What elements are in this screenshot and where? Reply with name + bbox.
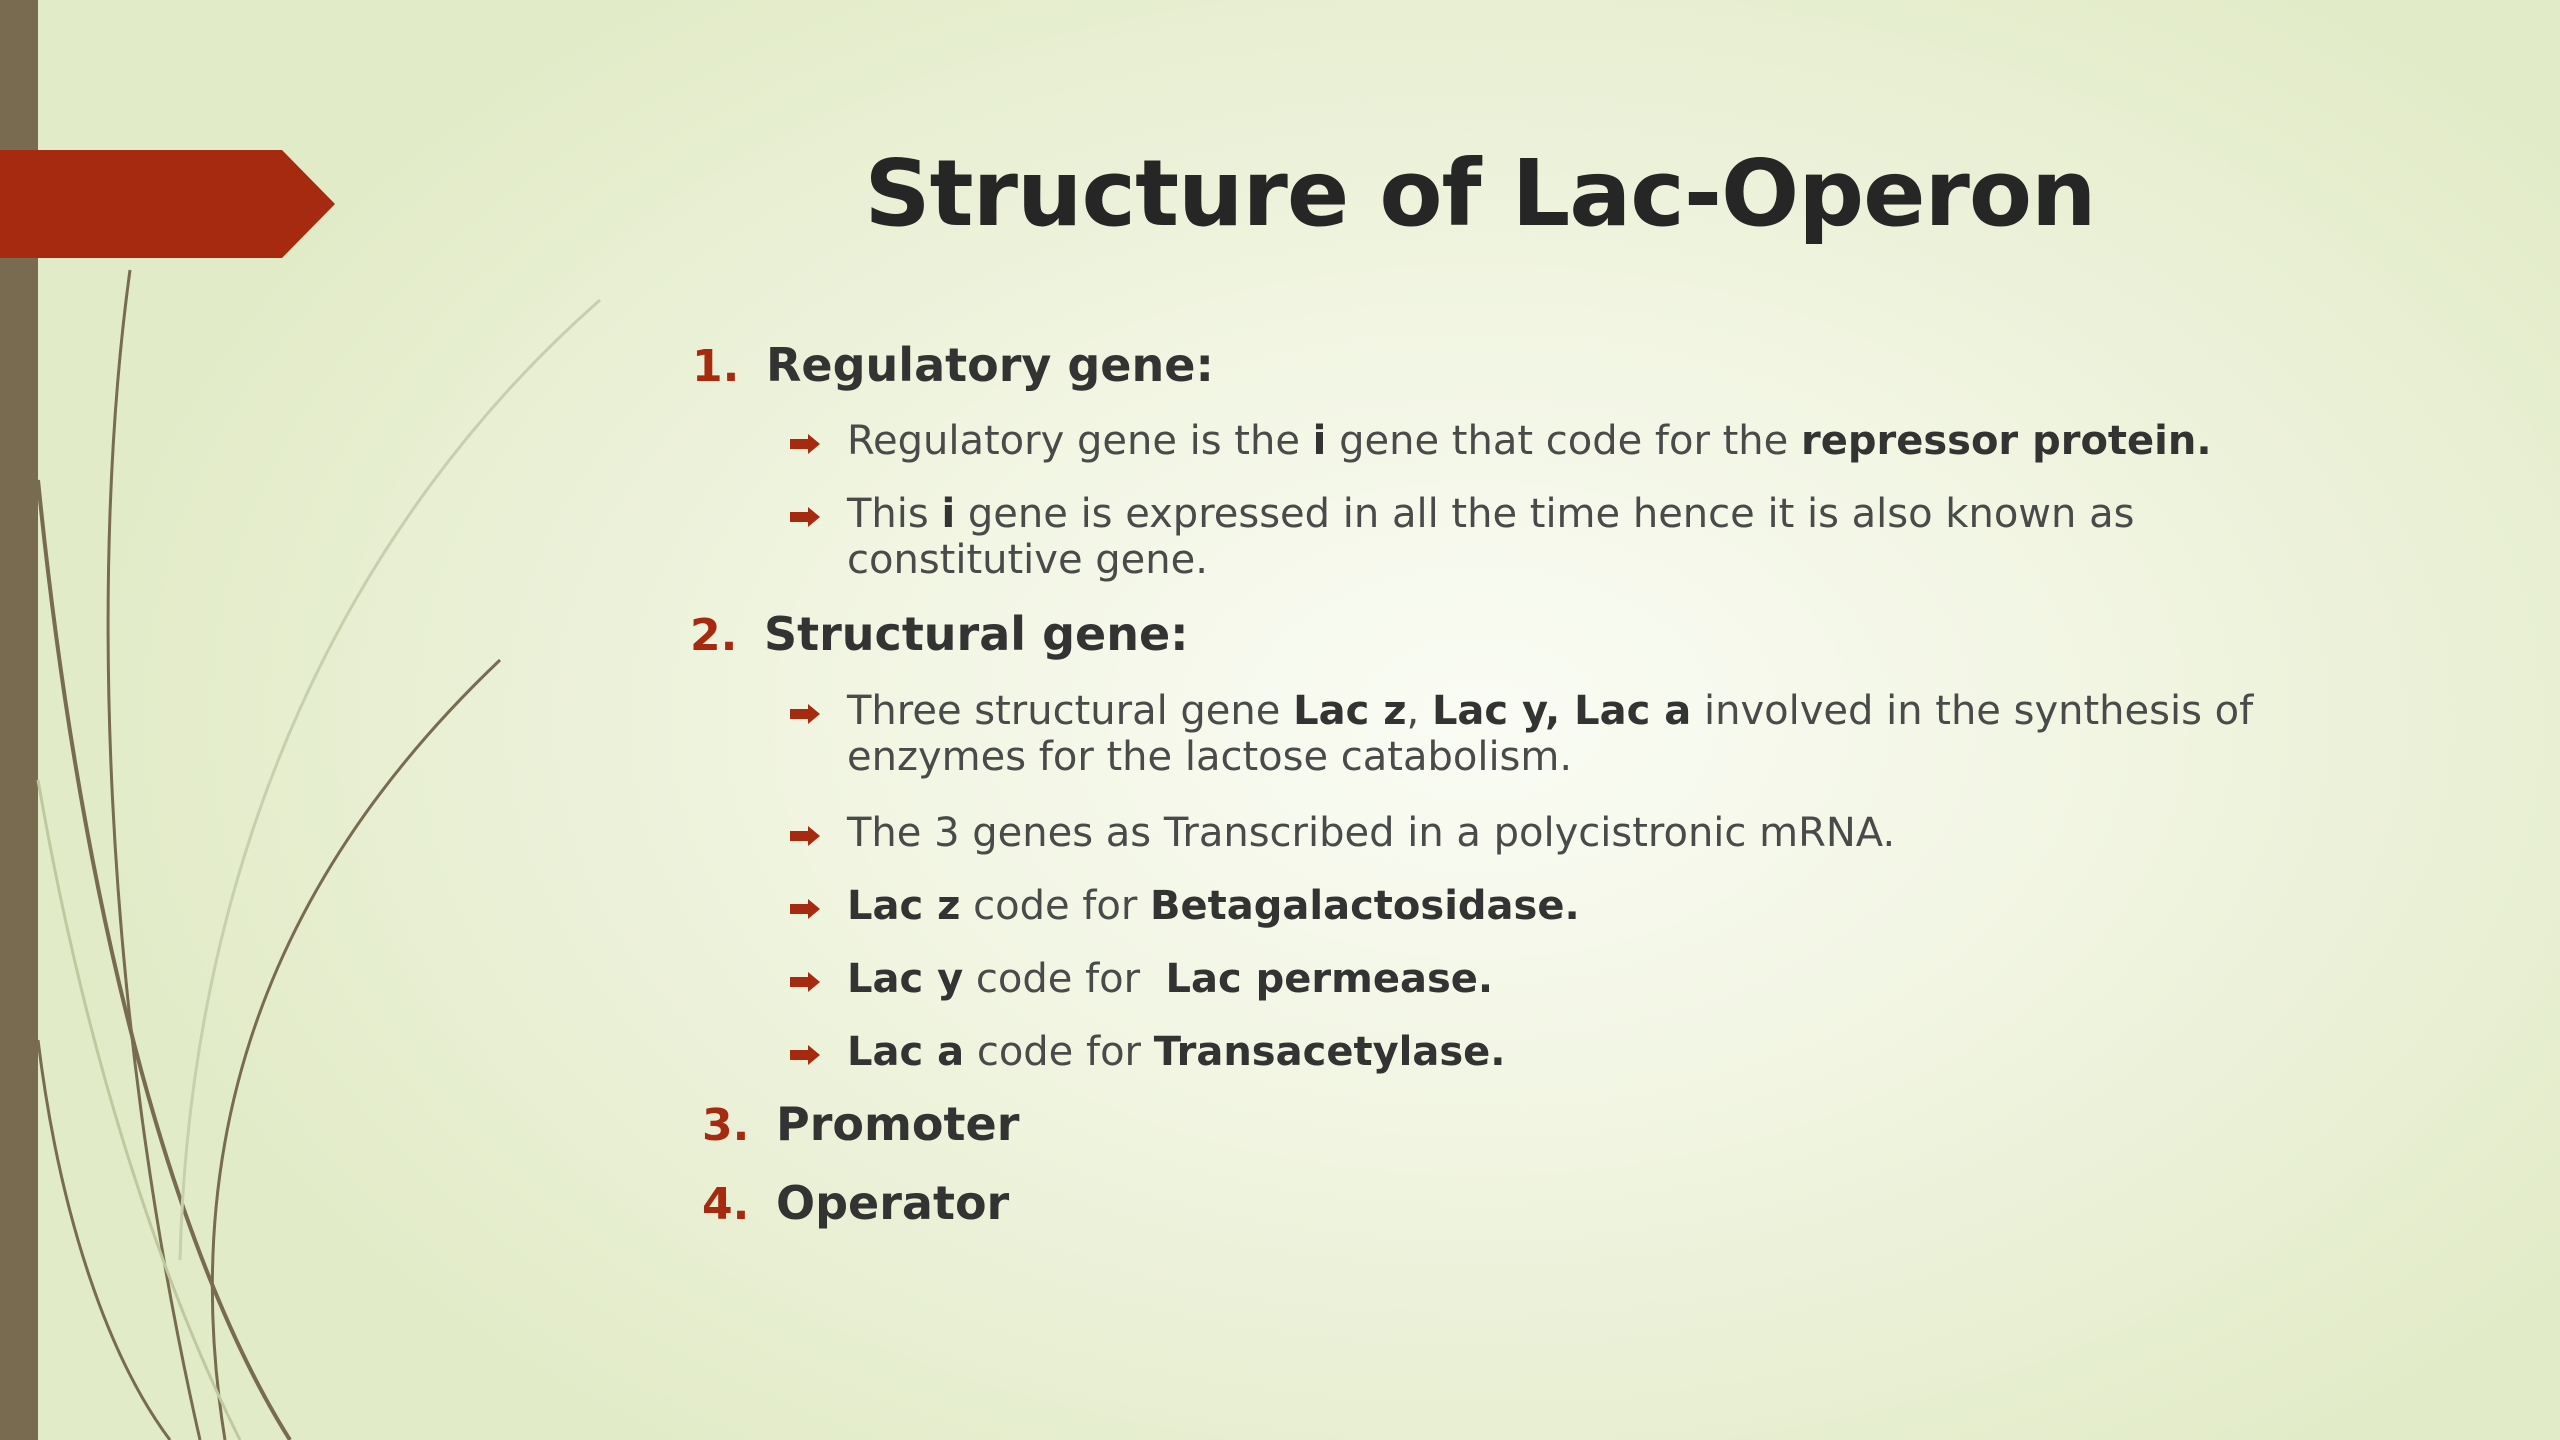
bullet-text: The 3 genes as Transcribed in a polycistronic mRNA.: [847, 810, 1896, 856]
item-heading: Regulatory gene:: [766, 338, 1214, 392]
bullet-text: Lac a code for Transacetylase.: [847, 1029, 1506, 1075]
item-heading: Promoter: [776, 1097, 1020, 1151]
item-heading: Operator: [776, 1176, 1010, 1230]
item-heading: Structural gene:: [764, 607, 1189, 661]
list-item-structural-gene: [690, 607, 1189, 661]
arrow-bullet-icon: [790, 1045, 820, 1065]
arrow-bullet-icon: [790, 826, 820, 846]
arrow-bullet-icon: [790, 972, 820, 992]
bullet-text: Three structural gene Lac z, Lac y, Lac a involved in the synthesis of enzymes for the lactose catabolism.: [847, 688, 2254, 780]
list-item-promoter: [702, 1097, 1019, 1151]
bullet-text: Lac z code for Betagalactosidase.: [847, 883, 1580, 929]
list-item-regulatory-gene: [692, 338, 1214, 392]
item-number: 1.: [692, 341, 740, 392]
arrow-bullet-icon: [790, 704, 820, 724]
bullet-text: Lac y code for Lac permease.: [847, 956, 1494, 1002]
item-number: 2.: [690, 610, 738, 661]
item-number: 3.: [702, 1100, 750, 1151]
item-number: 4.: [702, 1179, 750, 1230]
bullet-text: This i gene is expressed in all the time hence it is also known as constitutive gene.: [847, 491, 2135, 583]
arrow-bullet-icon: [790, 899, 820, 919]
arrow-bullet-icon: [790, 434, 820, 454]
bullet-text: Regulatory gene is the i gene that code for the repressor protein.: [847, 418, 2212, 464]
arrow-bullet-icon: [790, 507, 820, 527]
list-item-operator: [702, 1176, 1009, 1230]
slide-title: Structure of Lac-Operon: [864, 140, 2096, 247]
